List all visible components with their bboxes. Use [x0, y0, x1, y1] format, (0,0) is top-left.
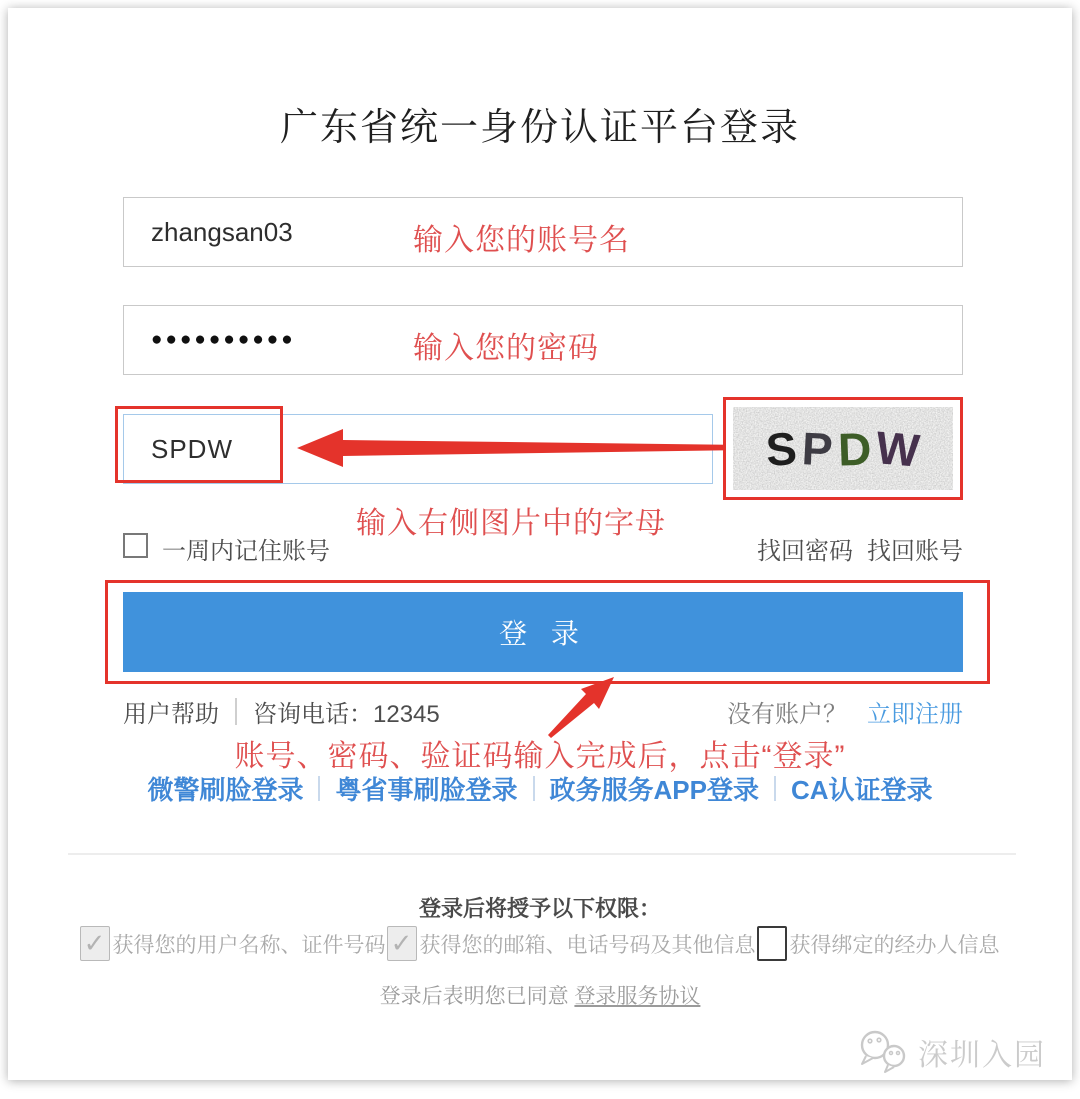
agreement-link[interactable]: 登录服务协议 — [574, 985, 701, 1008]
login-button[interactable] — [123, 592, 963, 672]
recover-links — [757, 531, 963, 566]
captcha-annotation: 输入右侧图片中的字母 — [356, 507, 666, 540]
permission-checkbox-checked[interactable]: ✓ — [80, 926, 110, 961]
captcha-letter: S — [764, 421, 799, 476]
vertical-divider — [774, 776, 776, 801]
help-row-left — [123, 694, 440, 729]
yueshengshi-face-login-link[interactable]: 粤省事刷脸登录 — [335, 775, 518, 805]
permission-checkbox-unchecked[interactable] — [757, 926, 787, 961]
remember-checkbox[interactable] — [123, 533, 148, 558]
vertical-divider — [318, 776, 320, 801]
permission-label: 获得您的用户名称、证件号码 — [112, 933, 386, 957]
no-account-text: 没有账户？ — [727, 701, 847, 728]
permissions-row — [8, 926, 1072, 961]
gov-service-app-login-link[interactable]: 政务服务APP登录 — [549, 775, 759, 805]
wechat-police-face-login-link[interactable]: 微警刷脸登录 — [147, 775, 304, 805]
agreement-prefix: 登录后表明您已同意 — [379, 985, 575, 1008]
vertical-divider — [533, 776, 535, 801]
ca-auth-login-link[interactable]: CA认证登录 — [790, 775, 933, 805]
permission-label: 获得绑定的经办人信息 — [789, 933, 1000, 957]
vertical-divider — [235, 698, 237, 725]
captcha-letter: W — [873, 420, 922, 477]
alt-login-row — [8, 770, 1072, 807]
permissions-heading: 登录后将授予以下权限： — [418, 896, 661, 921]
page-title: 广东省统一身份认证平台登录 — [279, 107, 800, 149]
login-card — [8, 8, 1072, 1080]
captcha-image-highlight-box — [723, 397, 963, 500]
wechat-icon — [854, 1028, 912, 1076]
permission-checkbox-checked[interactable]: ✓ — [387, 926, 417, 961]
watermark — [854, 1028, 1046, 1076]
captcha-letter: P — [800, 421, 835, 476]
arrow-left-icon — [297, 426, 749, 470]
login-tip-annotation: 账号、密码、验证码输入完成后，点击“登录” — [234, 740, 846, 773]
recover-password-link[interactable]: 找回密码 — [757, 538, 853, 565]
register-link[interactable]: 立即注册 — [867, 701, 963, 728]
captcha-letters — [733, 407, 953, 490]
watermark-text: 深圳入园 — [918, 1039, 1046, 1072]
permission-label: 获得您的邮箱、电话号码及其他信息 — [419, 933, 756, 957]
login-button-label: 登 录 — [499, 618, 587, 649]
remember-label[interactable]: 一周内记住账号 — [162, 538, 330, 565]
user-help-link[interactable]: 用户帮助 — [123, 701, 219, 728]
hotline-text: 咨询电话：12345 — [253, 701, 440, 728]
username-annotation: 输入您的账号名 — [413, 224, 630, 257]
section-divider — [68, 853, 1016, 855]
recover-account-link[interactable]: 找回账号 — [867, 538, 963, 565]
captcha-image[interactable] — [733, 407, 953, 490]
captcha-letter: D — [836, 421, 872, 476]
agreement-line — [8, 980, 1072, 1010]
help-row-right — [727, 694, 963, 729]
password-annotation: 输入您的密码 — [413, 332, 599, 365]
